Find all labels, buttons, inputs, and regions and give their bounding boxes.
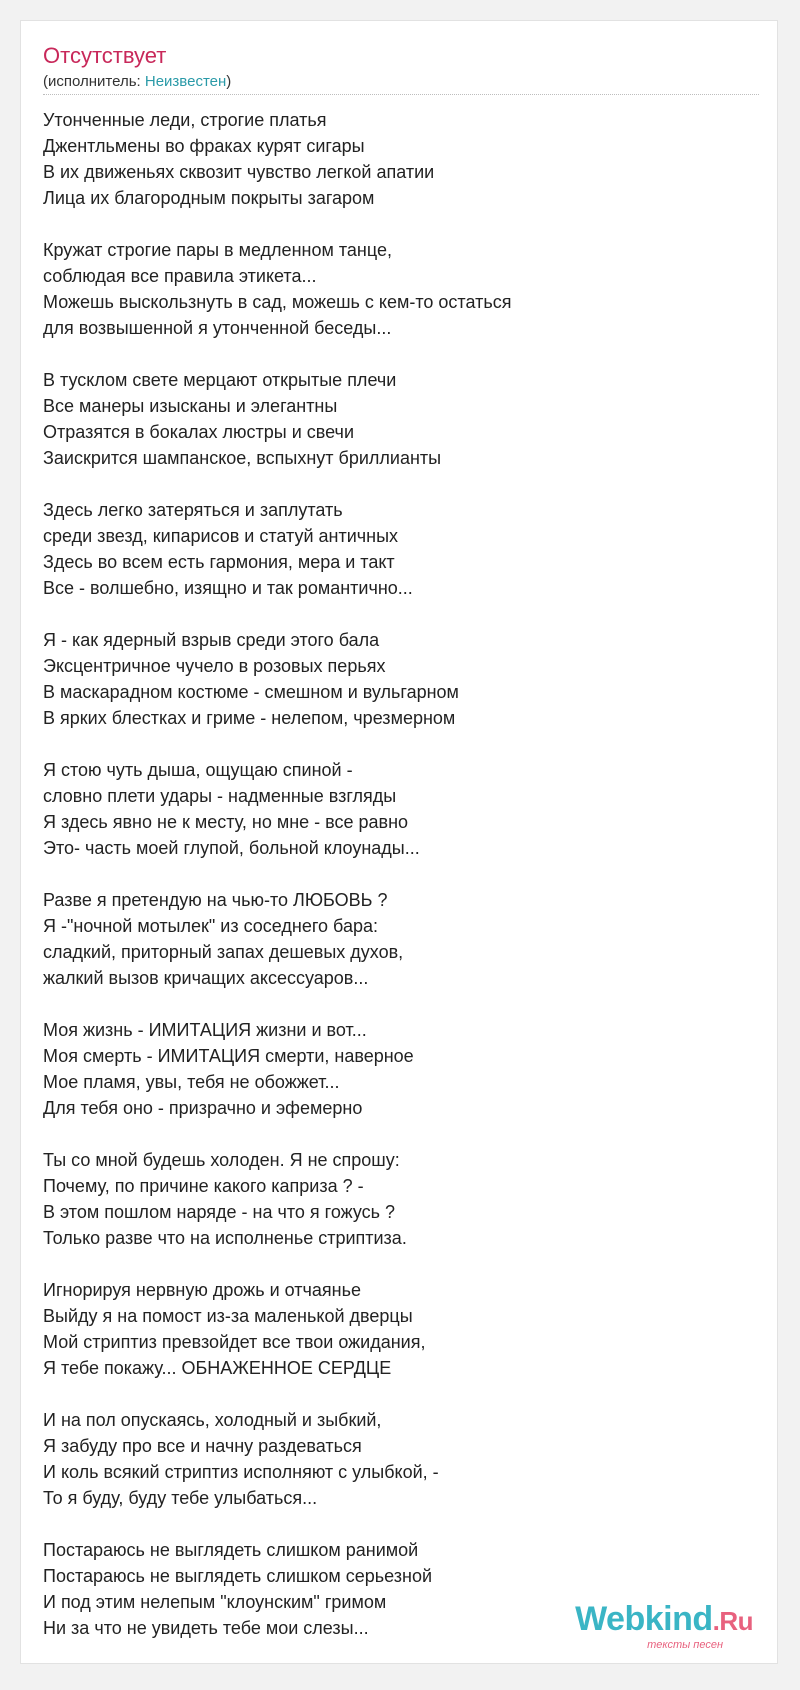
lyrics-line: И под этим нелепым "клоунским" гримом (43, 1592, 387, 1612)
lyrics-line: Я - как ядерный взрыв среди этого бала (43, 630, 380, 650)
lyrics-line: Ты со мной будешь холоден. Я не спрошу: (43, 1150, 400, 1170)
lyrics-line: соблюдая все правила этикета... (43, 266, 317, 286)
artist-suffix: ) (226, 73, 232, 90)
artist-link[interactable]: Неизвестен (144, 73, 227, 90)
lyrics-line: Мое пламя, увы, тебя не обожжет... (43, 1072, 340, 1092)
lyrics-line: То я буду, буду тебе улыбаться... (43, 1488, 318, 1508)
lyrics-stanza (43, 107, 743, 211)
lyrics-line: Постараюсь не выглядеть слишком ранимой (43, 1540, 419, 1560)
lyrics-line: Все - волшебно, изящно и так романтично... (43, 578, 413, 598)
lyrics-line: Здесь во всем есть гармония, мера и такт (43, 552, 395, 572)
lyrics-line: жалкий вызов кричащих аксессуаров... (43, 968, 369, 988)
lyrics-line: Я стою чуть дыша, ощущаю спиной - (43, 760, 353, 780)
webkind-logo (563, 1601, 753, 1649)
lyrics-line: Я тебе покажу... ОБНАЖЕННОЕ СЕРДЦЕ (43, 1358, 392, 1378)
lyrics-body (43, 107, 743, 1664)
lyrics-stanza (43, 757, 743, 861)
lyrics-line: Постараюсь не выглядеть слишком серьезной (43, 1566, 433, 1586)
logo-suffix: .Ru (712, 1606, 753, 1636)
lyrics-line: Джентльмены во фраках курят сигары (43, 136, 365, 156)
lyrics-line: И на пол опускаясь, холодный и зыбкий, (43, 1410, 382, 1430)
lyrics-stanza (43, 1277, 743, 1381)
lyrics-line: Я забуду про все и начну раздеваться (43, 1436, 362, 1456)
lyrics-line: для возвышенной я утонченной беседы... (43, 318, 392, 338)
lyrics-line: Лица их благородным покрыты загаром (43, 188, 375, 208)
lyrics-line: словно плети удары - надменные взгляды (43, 786, 397, 806)
lyrics-line: Выйду я на помост из-за маленькой дверцы (43, 1306, 413, 1326)
lyrics-line: Мой стриптиз превзойдет все твои ожидания, (43, 1332, 426, 1352)
lyrics-line: Кружат строгие пары в медленном танце, (43, 240, 392, 260)
lyrics-stanza (43, 367, 743, 471)
lyrics-line: среди звезд, кипарисов и статуй античных (43, 526, 399, 546)
lyrics-line: Почему, по причине какого каприза ? - (43, 1176, 364, 1196)
lyrics-line: И коль всякий стриптиз исполняют с улыбкой, - (43, 1462, 439, 1482)
logo-wordmark (563, 1601, 753, 1639)
lyrics-line: Отразятся в бокалах люстры и свечи (43, 422, 354, 442)
lyrics-stanza (43, 237, 743, 341)
lyrics-line: Все манеры изысканы и элегантны (43, 396, 338, 416)
lyrics-stanza (43, 497, 743, 601)
lyrics-line: В маскарадном костюме - смешном и вульгарном (43, 682, 459, 702)
lyrics-line: Разве я претендую на чью-то ЛЮБОВЬ ? (43, 890, 388, 910)
lyrics-line: В ярких блестках и гриме - нелепом, чрезмерном (43, 708, 456, 728)
lyrics-stanza (43, 1017, 743, 1121)
lyrics-line: Моя смерть - ИМИТАЦИЯ смерти, наверное (43, 1046, 414, 1066)
lyrics-stanza (43, 627, 743, 731)
artist-line (43, 73, 231, 91)
lyrics-line: Для тебя оно - призрачно и эфемерно (43, 1098, 363, 1118)
lyrics-line: Я -"ночной мотылек" из соседнего бара: (43, 916, 378, 936)
lyrics-line: Моя жизнь - ИМИТАЦИЯ жизни и вот... (43, 1020, 367, 1040)
lyrics-stanza (43, 1407, 743, 1511)
lyrics-line: Эксцентричное чучело в розовых перьях (43, 656, 386, 676)
lyrics-line: Я здесь явно не к месту, но мне - все равно (43, 812, 409, 832)
logo-tagline: тексты песен (647, 1639, 723, 1651)
lyrics-line: Игнорируя нервную дрожь и отчаянье (43, 1280, 361, 1300)
lyrics-line: сладкий, приторный запах дешевых духов, (43, 942, 404, 962)
song-title: Отсутствует (43, 43, 167, 68)
lyrics-stanza (43, 1147, 743, 1251)
lyrics-line: Ни за что не увидеть тебе мои слезы... (43, 1618, 369, 1638)
lyrics-line: Это- часть моей глупой, больной клоунады... (43, 838, 420, 858)
logo-brand: Webkind (575, 1600, 713, 1638)
artist-prefix: (исполнитель: (43, 73, 145, 90)
lyrics-stanza (43, 887, 743, 991)
lyrics-line: В тусклом свете мерцают открытые плечи (43, 370, 397, 390)
lyrics-line: Здесь легко затеряться и заплутать (43, 500, 343, 520)
lyrics-line: Заискрится шампанское, вспыхнут бриллианты (43, 448, 442, 468)
lyrics-line: Утонченные леди, строгие платья (43, 110, 327, 130)
lyrics-line: В этом пошлом наряде - на что я гожусь ? (43, 1202, 396, 1222)
lyrics-line: Можешь выскользнуть в сад, можешь с кем-то остаться (43, 292, 512, 312)
lyrics-line: Только разве что на исполненье стриптиза. (43, 1228, 407, 1248)
lyrics-card (20, 20, 778, 1664)
title-divider (43, 94, 759, 95)
lyrics-line: В их движеньях сквозит чувство легкой апатии (43, 162, 435, 182)
